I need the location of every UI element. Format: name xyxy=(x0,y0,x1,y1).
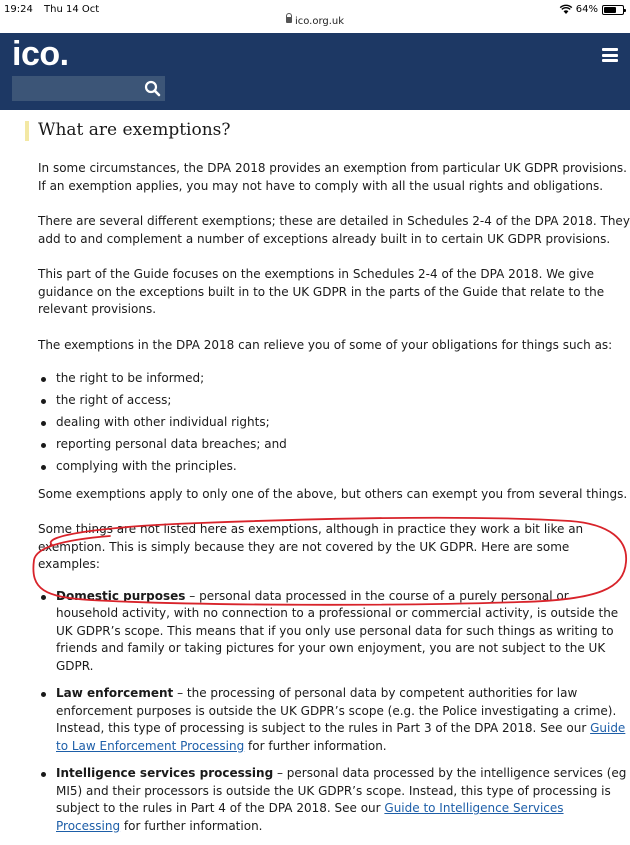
search-button[interactable] xyxy=(140,76,165,101)
search-icon xyxy=(140,76,165,101)
battery-icon xyxy=(602,5,624,15)
intelligence-services-item xyxy=(38,765,630,835)
paragraph: Some exemptions apply to only one of the above, but others can exempt you from several things. xyxy=(38,486,628,501)
list-item: the right of access; xyxy=(38,392,630,410)
list-item: the right to be informed; xyxy=(38,370,630,388)
wifi-icon xyxy=(560,5,572,14)
term-text: for further information. xyxy=(244,738,387,753)
page-title: What are exemptions? xyxy=(38,120,231,140)
law-enforcement-item xyxy=(38,685,630,755)
search-input[interactable] xyxy=(12,76,140,101)
status-bar xyxy=(0,0,630,27)
intelligence-services-guide-link[interactable]: Guide to Intelligence Services Processing xyxy=(56,801,564,833)
law-enforcement-guide-link[interactable]: Guide to Law Enforcement Processing xyxy=(56,721,626,753)
term-text: for further information. xyxy=(120,818,263,833)
status-date: Thu 14 Oct xyxy=(44,4,100,15)
term-text: – the processing of personal data by competent authorities for law enforcement purposes is outside the UK GDPR’s scope (e.g. the Police investigating a crime). Instead, this type of processing is subject to the rules in Part 3 of the DPA 2018. See our xyxy=(56,686,617,735)
status-time: 19:24 xyxy=(4,4,33,15)
paragraph: This part of the Guide focuses on the exemptions in Schedules 2-4 of the DPA 2018. We give guidance on the exceptions built in to the UK GDPR in the parts of the Guide that relate to the relevant provisions. xyxy=(38,267,605,316)
ico-logo[interactable]: ico. xyxy=(12,35,69,73)
lock-icon xyxy=(286,17,292,23)
list-item: reporting personal data breaches; and xyxy=(38,436,630,454)
paragraph: The exemptions in the DPA 2018 can relieve you of some of your obligations for things such as: xyxy=(38,337,613,352)
main-content xyxy=(38,160,630,845)
list-item: complying with the principles. xyxy=(38,458,630,476)
term-text: – personal data processed by the intelligence services (eg MI5) and their processors is outside the UK GDPR’s scope. Instead, this type of processing is subject to the rules in Part 4 of the DPA 2018. See our xyxy=(56,766,627,815)
list-item: dealing with other individual rights; xyxy=(38,414,630,432)
paragraph: Some things are not listed here as exemptions, although in practice they work a bit like an exemption. This is simply because they are not covered by the UK GDPR. Here are some examples: xyxy=(38,522,584,571)
search-box xyxy=(12,76,165,101)
paragraph: In some circumstances, the DPA 2018 provides an exemption from particular UK GDPR provisions. If an exemption applies, you may not have to comply with all the usual rights and obligations. xyxy=(38,161,627,193)
title-accent-bar xyxy=(25,121,29,141)
paragraph: There are several different exemptions; these are detailed in Schedules 2-4 of the DPA 2018. They add to and complement a number of exceptions already built in to certain UK GDPR provisions. xyxy=(38,214,630,246)
term-label: Law enforcement xyxy=(56,686,174,700)
obligations-list xyxy=(38,370,630,476)
site-header xyxy=(0,33,630,110)
url-text: ico.org.uk xyxy=(294,16,345,27)
term-text: – personal data processed in the course of a purely personal or household activity, with no connection to a professional or commercial activity, is outside the UK GDPR’s scope. This means that if you only use personal data for such things as writing to friends and family or taking pictures for your own enjoyment, you are not subject to the UK GDPR. xyxy=(56,588,619,673)
hamburger-menu-icon[interactable] xyxy=(602,48,618,62)
term-label: Intelligence services processing xyxy=(56,766,274,780)
battery-percent: 64% xyxy=(575,4,598,15)
address-bar[interactable] xyxy=(0,16,630,27)
examples-list xyxy=(38,588,630,836)
domestic-purposes-item xyxy=(38,588,630,676)
term-label: Domestic purposes xyxy=(56,588,186,603)
